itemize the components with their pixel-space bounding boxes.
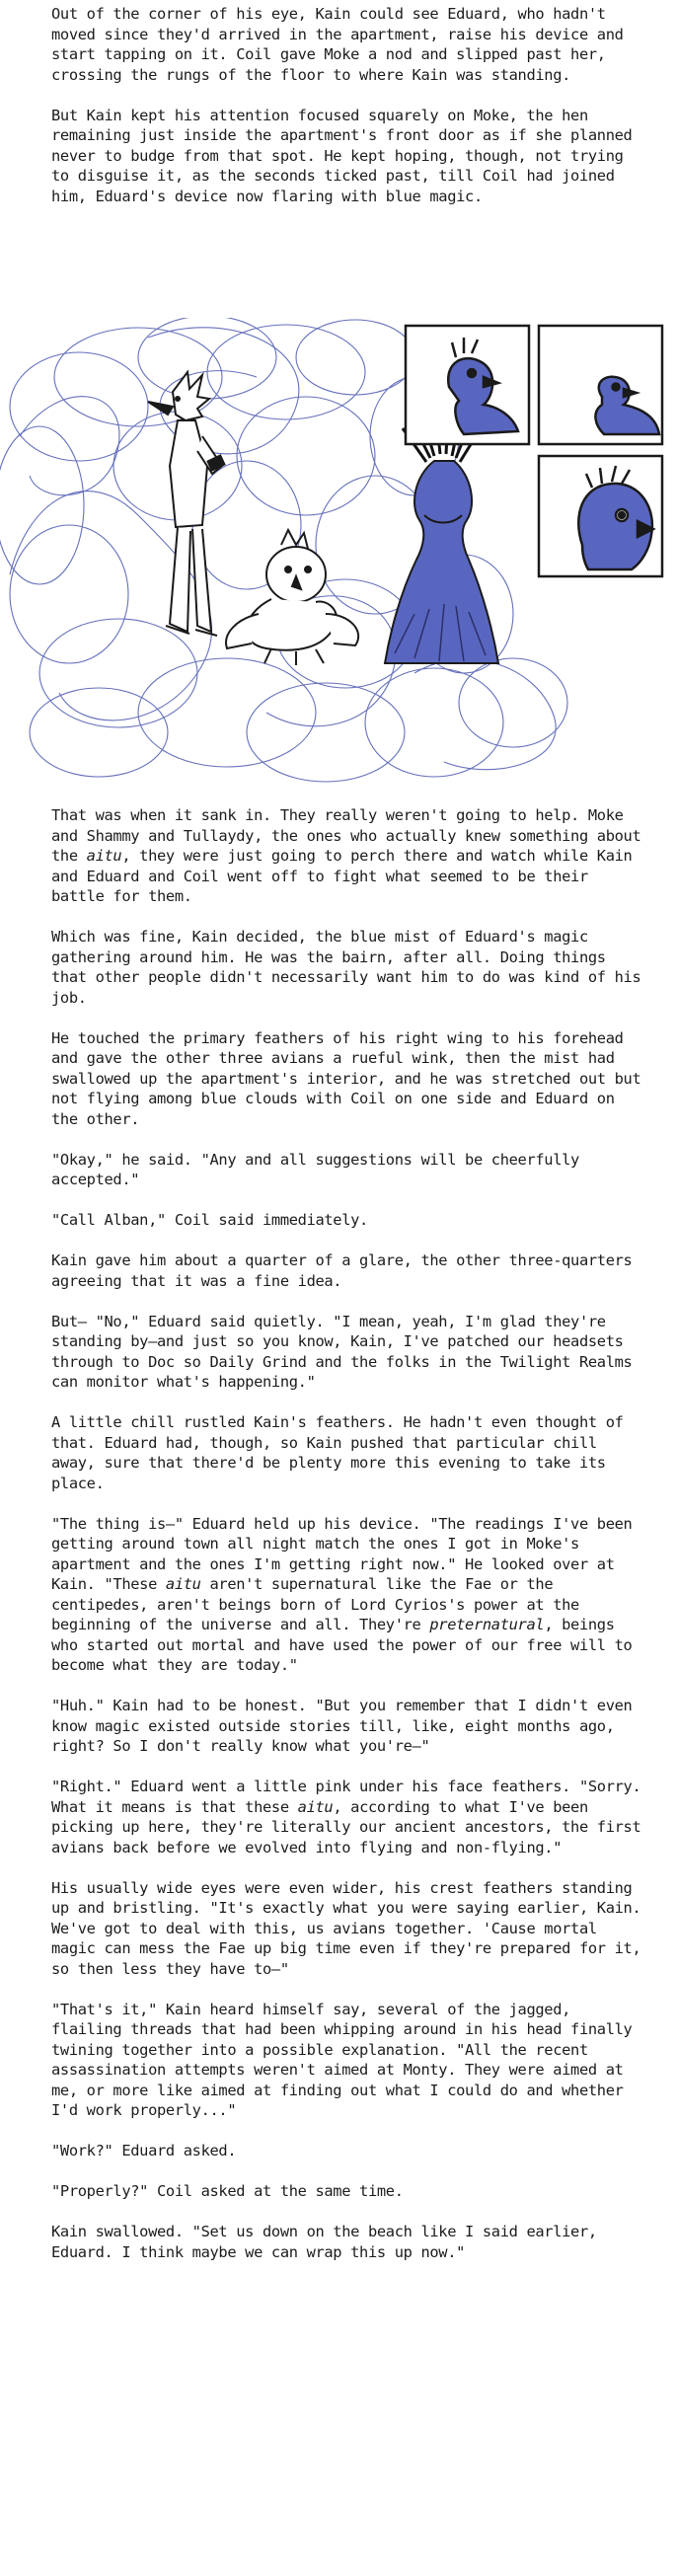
paragraph: His usually wide eyes were even wider, his crest feathers standing up and bristling. "It's exactly what you were saying earlier, Kain. We've got to deal with this, us avians together. 'Cause mortal magic can mess the Fae up big time even if they're prepared for it, so then less they have to—" xyxy=(51,1878,641,1978)
italic-word: aitu xyxy=(165,1575,201,1593)
paragraph: That was when it sank in. They really weren't going to help. Moke and Shammy and Tullaydy, the ones who actually knew something about the aitu, they were just going to perch there and watch while Kain and Eduard and Coil went off to fight what seemed to be their battle for them. xyxy=(51,806,641,905)
panel-bottom-right xyxy=(539,456,662,576)
paragraph: "Work?" Eduard asked. xyxy=(51,2142,237,2159)
paragraph: A little chill rustled Kain's feathers. He hadn't even thought of that. Eduard had, though, so Kain pushed that particular chill away, sure that there'd be plenty more this evening to take its place. xyxy=(51,1413,624,1492)
panel-top-right xyxy=(539,326,662,444)
paragraph: "Call Alban," Coil said immediately. xyxy=(51,1211,368,1229)
paragraph: He touched the primary feathers of his right wing to his forehead and gave the other three avians a rueful wink, then the mist had swallowed up the apartment's interior, and he was stretched out but not flying among blue clouds with Coil on one side and Eduard on the other. xyxy=(51,1028,641,1128)
kain-figure xyxy=(226,530,358,665)
paragraph: "That's it," Kain heard himself say, several of the jagged, flailing threads that had been whipping around in his head finally twining together into a possible explanation. "All the recent assassination attempts weren't aimed at Monty. They were aimed at me, or more like aimed at finding out what I could do and whether I'd work properly..." xyxy=(51,2000,633,2119)
paragraph: Which was fine, Kain decided, the blue mist of Eduard's magic gathering around him. He was the bairn, after all. Doing things that other people didn't necessarily want him to do was kind of his job. xyxy=(51,928,641,1007)
paragraph: But Kain kept his attention focused squarely on Moke, the hen remaining just inside the apartment's front door as if she planned never to budge from that spot. He kept hoping, though, not trying to disguise it, as the seconds ticked past, till Coil had joined him, Eduard's device now flaring with blue magic. xyxy=(51,106,633,205)
eduard-figure xyxy=(148,372,224,636)
italic-word: preternatural xyxy=(429,1616,545,1633)
paragraph: But— "No," Eduard said quietly. "I mean, yeah, I'm glad they're standing by—and just so you know, Kain, I've patched our headsets through to Doc so Daily Grind and the folks in the Twilight Realms can monitor what's happening." xyxy=(51,1312,633,1391)
story-illustration xyxy=(0,318,676,801)
paragraph: "Okay," he said. "Any and all suggestions will be cheerfully accepted." xyxy=(51,1150,579,1188)
paragraph: "The thing is—" Eduard held up his device. "The readings I've been getting around town all night match the ones I got in Moke's apartment and the ones I'm getting right now." He looked over at Kain. "These aitu aren't supernatural like the Fae or the centipedes, aren't beings born of Lord Cyrios's power at the beginning of the universe and all. They're preternatural, beings who started out mortal and have used the power of our free will to become what they are today." xyxy=(51,1514,633,1674)
italic-word: aitu xyxy=(297,1797,334,1816)
story-text-top xyxy=(51,4,643,227)
story-text-bottom xyxy=(51,805,643,2283)
paragraph: "Right." Eduard went a little pink under his face feathers. "Sorry. What it means is that these aitu, according to what I've been picking up here, they're literally our ancient ancestors, the first avians back before we evolved into flying and non-flying." xyxy=(51,1778,641,1856)
paragraph: Kain swallowed. "Set us down on the beach like I said earlier, Eduard. I think maybe we can wrap this up now." xyxy=(51,2223,597,2261)
italic-word: aitu xyxy=(86,847,122,865)
paragraph: Out of the corner of his eye, Kain could see Eduard, who hadn't moved since they'd arrived in the apartment, raise his device and start tapping on it. Coil gave Moke a nod and slipped past her, crossing the rungs of the floor to where Kain was standing. xyxy=(51,5,624,84)
paragraph: "Huh." Kain had to be honest. "But you remember that I didn't even know magic existed outside stories till, like, eight months ago, right? So I don't really know what you're—" xyxy=(51,1697,633,1755)
panel-top-left xyxy=(406,326,529,444)
paragraph: Kain gave him about a quarter of a glare, the other three-quarters agreeing that it was a fine idea. xyxy=(51,1251,633,1290)
paragraph: "Properly?" Coil asked at the same time. xyxy=(51,2182,404,2200)
